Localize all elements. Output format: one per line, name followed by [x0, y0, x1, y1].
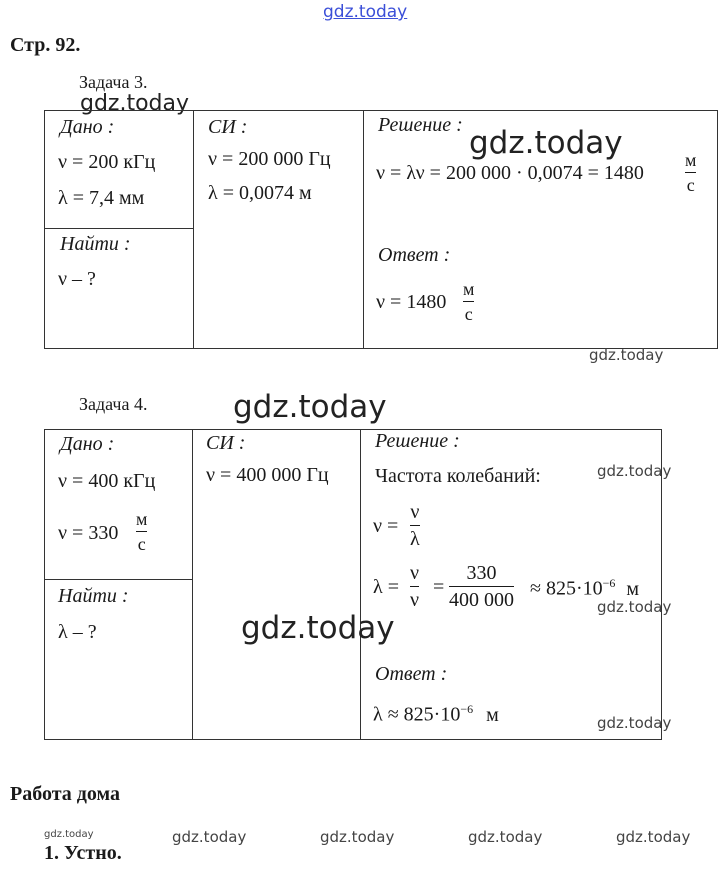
- watermark-top: gdz.today: [323, 2, 408, 22]
- task4-find: λ – ?: [58, 621, 97, 643]
- unit-denominator: с: [464, 304, 473, 324]
- watermark: gdz.today: [469, 125, 623, 161]
- unit-denominator: с: [686, 175, 695, 195]
- task4-divider-h: [44, 579, 192, 580]
- task3-solution-label: Решение :: [378, 114, 463, 136]
- f2-numerator: ν: [410, 562, 420, 584]
- task4-f2-result: ≈ $825\cdot 10^{-6}$ м: [530, 576, 640, 600]
- f2-denominator-2: 400 000: [449, 589, 514, 611]
- task3-solution-formula: ν = λν = 200 000 · 0,0074 = 1480: [376, 162, 644, 184]
- task3-answer: ν = 1480: [376, 291, 447, 313]
- task4-divider-2: [360, 429, 361, 740]
- task4-given-1: ν = 400 кГц: [58, 470, 156, 492]
- task4-solution-label: Решение :: [375, 430, 460, 452]
- task4-solution-text: Частота колебаний:: [375, 465, 541, 487]
- task3-find: ν – ?: [58, 268, 96, 290]
- task4-given-2: ν = 330: [58, 522, 119, 544]
- home-heading: Работа дома: [10, 783, 120, 805]
- task4-f2-fraction-1: [410, 563, 419, 610]
- task4-find-label: Найти :: [58, 585, 129, 607]
- task3-given-2: λ = 7,4 мм: [58, 187, 145, 209]
- task4-given-unit: [136, 510, 147, 553]
- task4-given-label: Дано :: [60, 433, 115, 455]
- task3-si-2: λ = 0,0074 м: [208, 182, 312, 204]
- task4-si-label: СИ :: [206, 432, 246, 454]
- task3-given-1: ν = 200 кГц: [58, 151, 156, 173]
- f1-denominator: λ: [410, 528, 420, 550]
- watermark: gdz.today: [468, 828, 543, 846]
- unit-numerator: м: [685, 150, 697, 170]
- task4-title: Задача 4.: [79, 394, 148, 414]
- watermark: gdz.today: [233, 389, 387, 425]
- f2-numerator-2: 330: [466, 562, 497, 584]
- page-heading: Стр. 92.: [10, 34, 81, 56]
- home-item-1: 1. Устно.: [44, 842, 122, 864]
- task3-answer-unit: [463, 280, 474, 323]
- task4-divider-1: [192, 429, 193, 740]
- watermark: gdz.today: [241, 610, 395, 646]
- task3-divider-2: [363, 110, 364, 349]
- task3-si-label: СИ :: [208, 116, 248, 138]
- watermark: gdz.today: [616, 828, 691, 846]
- task3-solution-unit: [685, 151, 696, 194]
- task4-si: ν = 400 000 Гц: [206, 464, 329, 486]
- unit-denominator: с: [137, 534, 146, 554]
- watermark: gdz.today: [172, 828, 247, 846]
- unit-numerator: м: [463, 279, 475, 299]
- watermark: gdz.today: [44, 829, 94, 840]
- task3-divider-1: [193, 110, 194, 349]
- task4-f2-eq: =: [433, 576, 445, 598]
- watermark: gdz.today: [320, 828, 395, 846]
- watermark: gdz.today: [597, 714, 672, 732]
- task4-f1-fraction: [410, 502, 420, 549]
- watermark: gdz.today: [80, 91, 190, 116]
- task3-divider-h: [44, 228, 193, 229]
- task4-answer: $\lambda \approx 825\cdot 10^{-6}$ м: [373, 702, 499, 726]
- watermark: gdz.today: [597, 598, 672, 616]
- watermark: gdz.today: [589, 346, 664, 364]
- task4-f2-fraction-2: [449, 563, 514, 610]
- watermark: gdz.today: [597, 462, 672, 480]
- task4-answer-label: Ответ :: [375, 663, 448, 685]
- task3-si-1: ν = 200 000 Гц: [208, 148, 331, 170]
- task4-f2-lhs: λ =: [373, 576, 399, 598]
- task3-find-label: Найти :: [60, 233, 131, 255]
- task3-title: Задача 3.: [79, 72, 148, 92]
- task4-f1-lhs: ν =: [373, 515, 399, 537]
- f2-denominator: ν: [410, 589, 420, 611]
- unit-numerator: м: [136, 509, 148, 529]
- task3-given-label: Дано :: [60, 116, 115, 138]
- f1-numerator: ν: [410, 501, 420, 523]
- task3-answer-label: Ответ :: [378, 244, 451, 266]
